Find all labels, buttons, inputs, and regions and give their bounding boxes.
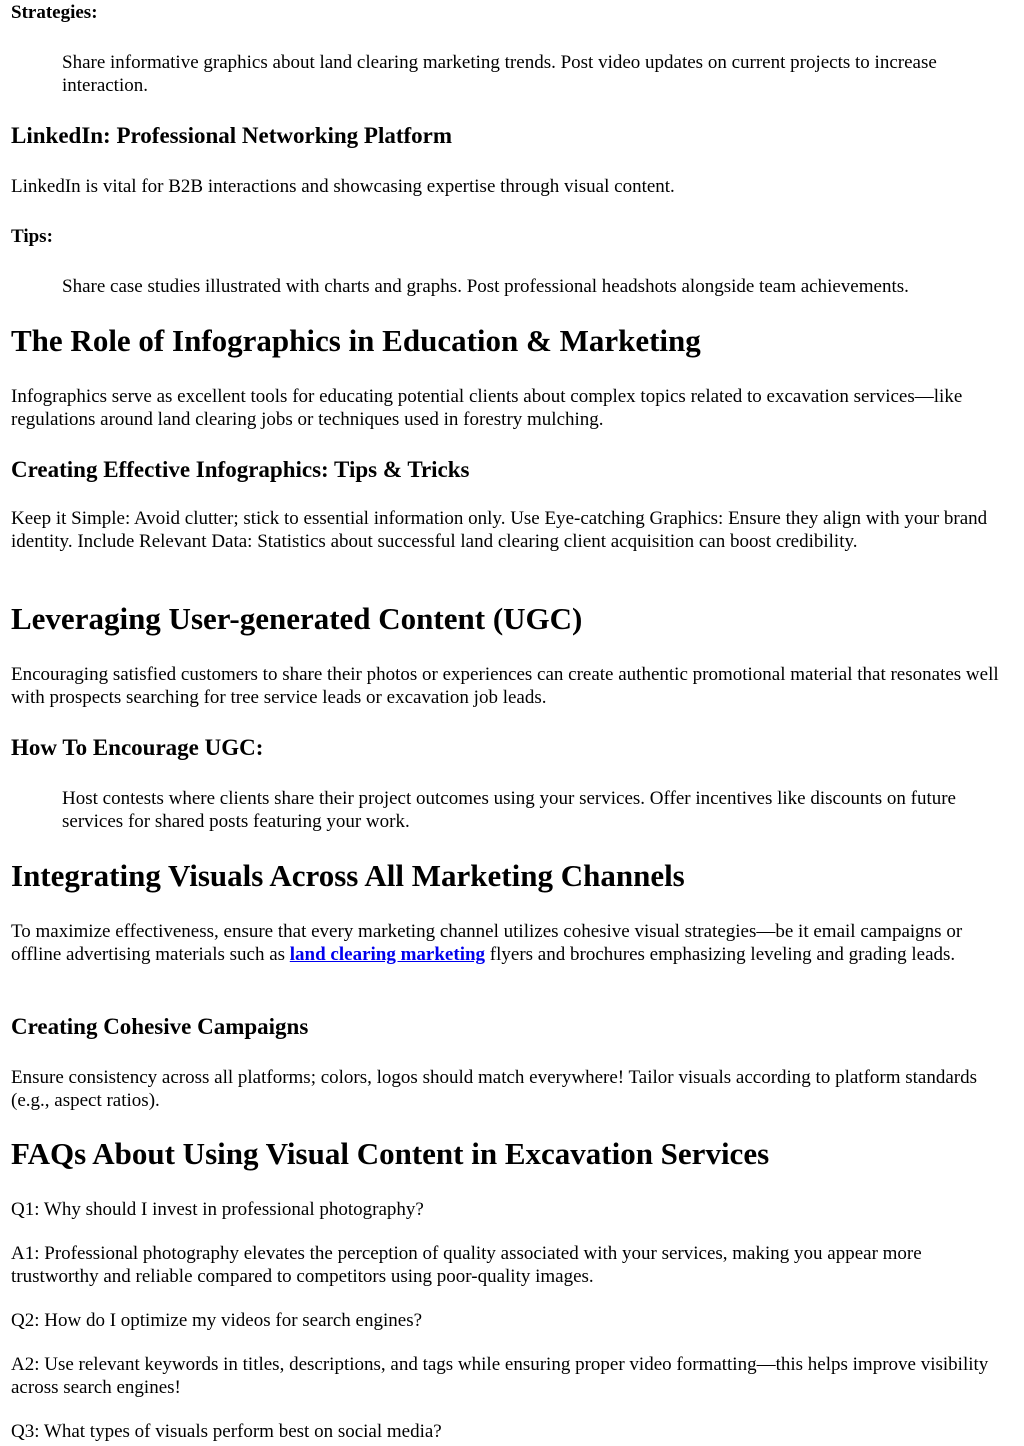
- faqs-heading: FAQs About Using Visual Content in Excavation Services: [11, 1136, 770, 1171]
- integrating-heading: Integrating Visuals Across All Marketing Channels: [11, 858, 685, 893]
- cohesive-subheading: Creating Cohesive Campaigns: [11, 1014, 309, 1039]
- ugc-subheading: How To Encourage UGC:: [11, 735, 264, 760]
- faq-answer: A1: Professional photography elevates the perception of quality associated with your services, making you appear more trustworthy and reliable compared to competitors using poor-quality images.: [11, 1243, 922, 1287]
- linkedin-tips-label: Tips:: [11, 226, 53, 247]
- faq-question: Q1: Why should I invest in professional photography?: [11, 1199, 424, 1220]
- integrating-text-after: flyers and brochures emphasizing leveling and grading leads.: [485, 944, 956, 965]
- linkedin-intro: LinkedIn is vital for B2B interactions and showcasing expertise through visual content.: [11, 176, 675, 197]
- land-clearing-marketing-link[interactable]: land clearing marketing: [289, 944, 486, 965]
- integrating-text: [11, 920, 1014, 966]
- faq-question: Q3: What types of visuals perform best on social media?: [11, 1421, 442, 1442]
- ugc-tips: Host contests where clients share their project outcomes using your services. Offer incentives like discounts on future services for shared posts featuring your work.: [62, 788, 956, 832]
- strategies-text: Share informative graphics about land clearing marketing trends. Post video updates on current projects to increase interaction.: [62, 52, 937, 96]
- infographics-heading: The Role of Infographics in Education & Marketing: [11, 323, 701, 358]
- integrating-text-before: To maximize effectiveness, ensure that every marketing channel utilizes cohesive visual strategies—be it email campaigns or offline advertising materials such as: [11, 921, 963, 965]
- linkedin-tips-text: Share case studies illustrated with charts and graphs. Post professional headshots alongside team achievements.: [62, 276, 909, 297]
- ugc-text: Encouraging satisfied customers to share their photos or experiences can create authentic promotional material that resonates well with prospects searching for tree service leads or excavation job leads.: [11, 664, 999, 708]
- infographics-subheading: Creating Effective Infographics: Tips & Tricks: [11, 457, 470, 482]
- strategies-label: Strategies:: [11, 2, 98, 23]
- infographics-text: Infographics serve as excellent tools for educating potential clients about complex topics related to excavation services—like regulations around land clearing jobs or techniques used in forestry mulching.: [11, 386, 963, 430]
- faq-question: Q2: How do I optimize my videos for search engines?: [11, 1310, 423, 1331]
- ugc-heading: Leveraging User-generated Content (UGC): [11, 601, 583, 636]
- infographics-tips: Keep it Simple: Avoid clutter; stick to essential information only. Use Eye-catching Graphics: Ensure they align with your brand identity. Include Relevant Data: Statistics about successful land clearing client acquisition can boost credibility.: [11, 508, 988, 552]
- linkedin-heading: LinkedIn: Professional Networking Platform: [11, 123, 453, 148]
- cohesive-text: Ensure consistency across all platforms; colors, logos should match everywhere! Tailor visuals according to platform standards (e.g., aspect ratios).: [11, 1067, 978, 1111]
- faq-answer: A2: Use relevant keywords in titles, descriptions, and tags while ensuring proper video formatting—this helps improve visibility across search engines!: [11, 1354, 989, 1398]
